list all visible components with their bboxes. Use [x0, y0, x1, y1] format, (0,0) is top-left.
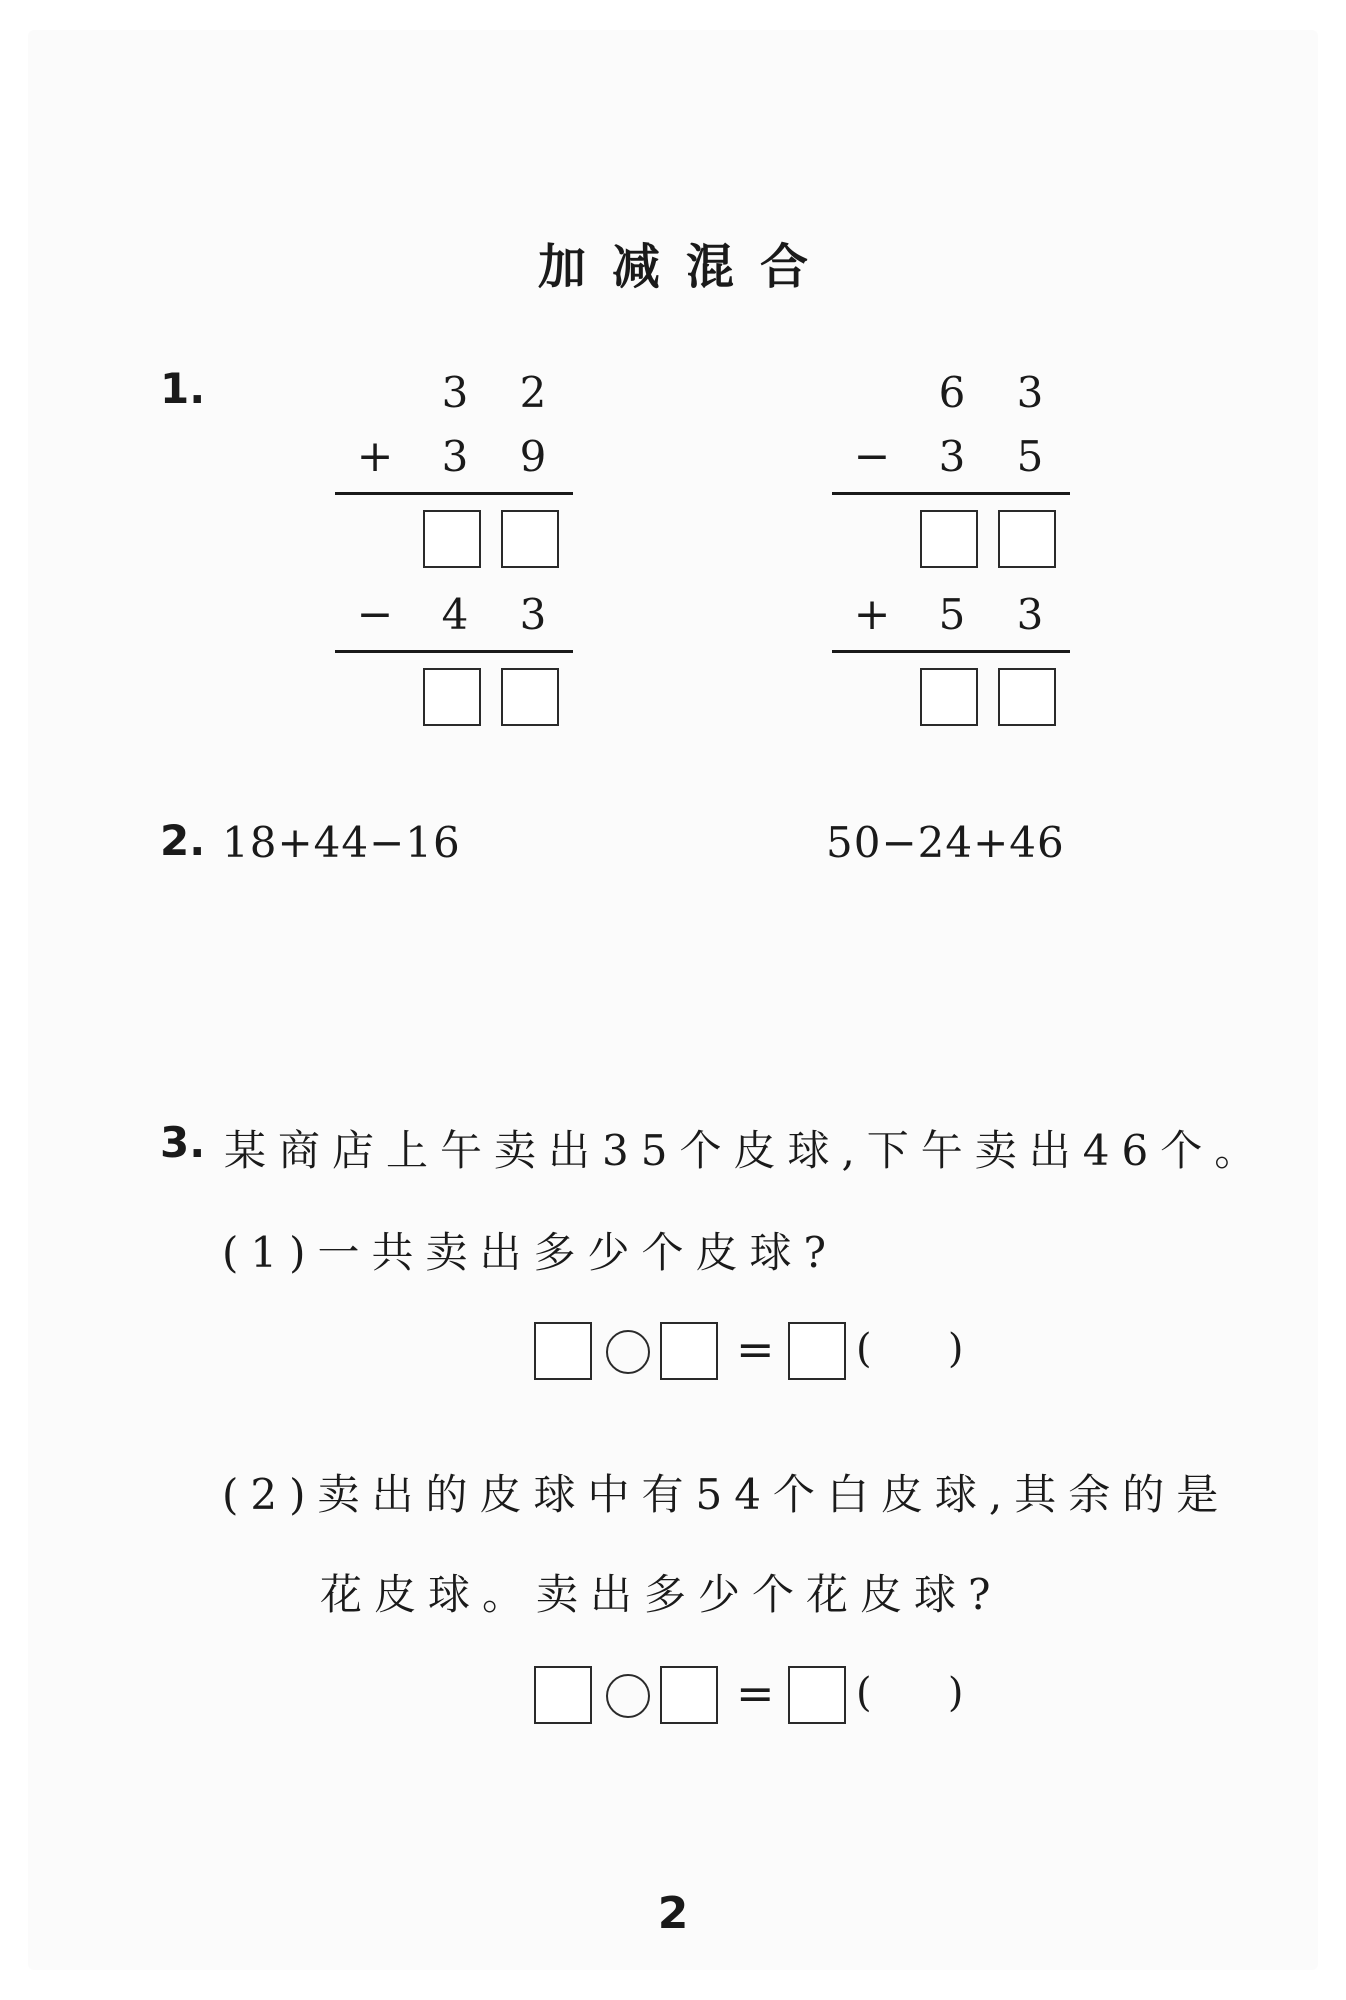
q1-number: 1. [160, 364, 206, 413]
q1-left-answer2-tens-box[interactable] [423, 668, 481, 726]
q1-right-answer1-ones-box[interactable] [998, 510, 1056, 568]
q1-left-rule1 [335, 492, 573, 495]
q1-left-r2-tens: 3 [441, 432, 469, 481]
q3-part1-operand2-box[interactable] [660, 1322, 718, 1380]
q3-part2-operand1-box[interactable] [534, 1666, 592, 1724]
q1-left-op2: − [356, 589, 394, 640]
q3-part1-result-box[interactable] [788, 1322, 846, 1380]
q3-part2-equals: = [736, 1666, 775, 1720]
q1-right-r2-tens: 3 [938, 432, 966, 481]
q3-part2-answer-row [534, 1666, 1014, 1728]
q1-left-answer1-tens-box[interactable] [423, 510, 481, 568]
q3-part1-answer-row [534, 1322, 1014, 1384]
q3-stem: 某商店上午卖出35个皮球,下午卖出46个。 [224, 1126, 1269, 1175]
q3-part2-question-line2: 花皮球。卖出多少个花皮球? [320, 1570, 1003, 1619]
q3-part1-question: (1)一共卖出多少个皮球? [222, 1228, 839, 1277]
q1-right-r3-ones: 3 [1016, 590, 1044, 639]
q1-right-op2: + [853, 589, 891, 640]
q3-part2-operand2-box[interactable] [660, 1666, 718, 1724]
q3-part1-operand1-box[interactable] [534, 1322, 592, 1380]
q1-left-answer1-ones-box[interactable] [501, 510, 559, 568]
q2-number: 2. [160, 816, 206, 865]
q3-part1-unit-paren[interactable]: ( ) [856, 1326, 964, 1372]
q1-left-r3-ones: 3 [519, 590, 547, 639]
q1-left-answer2-ones-box[interactable] [501, 668, 559, 726]
q1-right-calc [832, 368, 1072, 738]
q1-right-r1-ones: 3 [1016, 368, 1044, 417]
q1-left-r3-tens: 4 [441, 590, 469, 639]
q1-right-answer2-tens-box[interactable] [920, 668, 978, 726]
page-number: 2 [657, 1888, 689, 1939]
q1-left-r1-tens: 3 [441, 368, 469, 417]
q1-left-calc [335, 368, 575, 738]
q1-right-answer1-tens-box[interactable] [920, 510, 978, 568]
q3-part2-question-line1: (2)卖出的皮球中有54个白皮球,其余的是 [222, 1470, 1231, 1519]
q1-right-op1: − [853, 431, 891, 482]
q1-right-r3-tens: 5 [938, 590, 966, 639]
q3-part2-result-box[interactable] [788, 1666, 846, 1724]
page-title: 加减混合 [537, 239, 834, 295]
q1-right-answer2-ones-box[interactable] [998, 668, 1056, 726]
q1-left-op1: + [356, 431, 394, 482]
q3-part1-equals: = [736, 1322, 775, 1376]
q1-left-r1-ones: 2 [519, 368, 547, 417]
q1-right-r2-ones: 5 [1016, 432, 1044, 481]
q1-right-r1-tens: 6 [938, 368, 966, 417]
q2-expression-right: 50−24+46 [826, 818, 1065, 867]
q1-right-rule1 [832, 492, 1070, 495]
q1-left-rule2 [335, 650, 573, 653]
q3-number: 3. [160, 1118, 206, 1167]
q1-left-r2-ones: 9 [519, 432, 547, 481]
q3-part2-operator-circle[interactable] [606, 1674, 650, 1718]
q1-right-rule2 [832, 650, 1070, 653]
q3-part2-unit-paren[interactable]: ( ) [856, 1670, 964, 1716]
q2-expression-left: 18+44−16 [222, 818, 461, 867]
q3-part1-operator-circle[interactable] [606, 1330, 650, 1374]
